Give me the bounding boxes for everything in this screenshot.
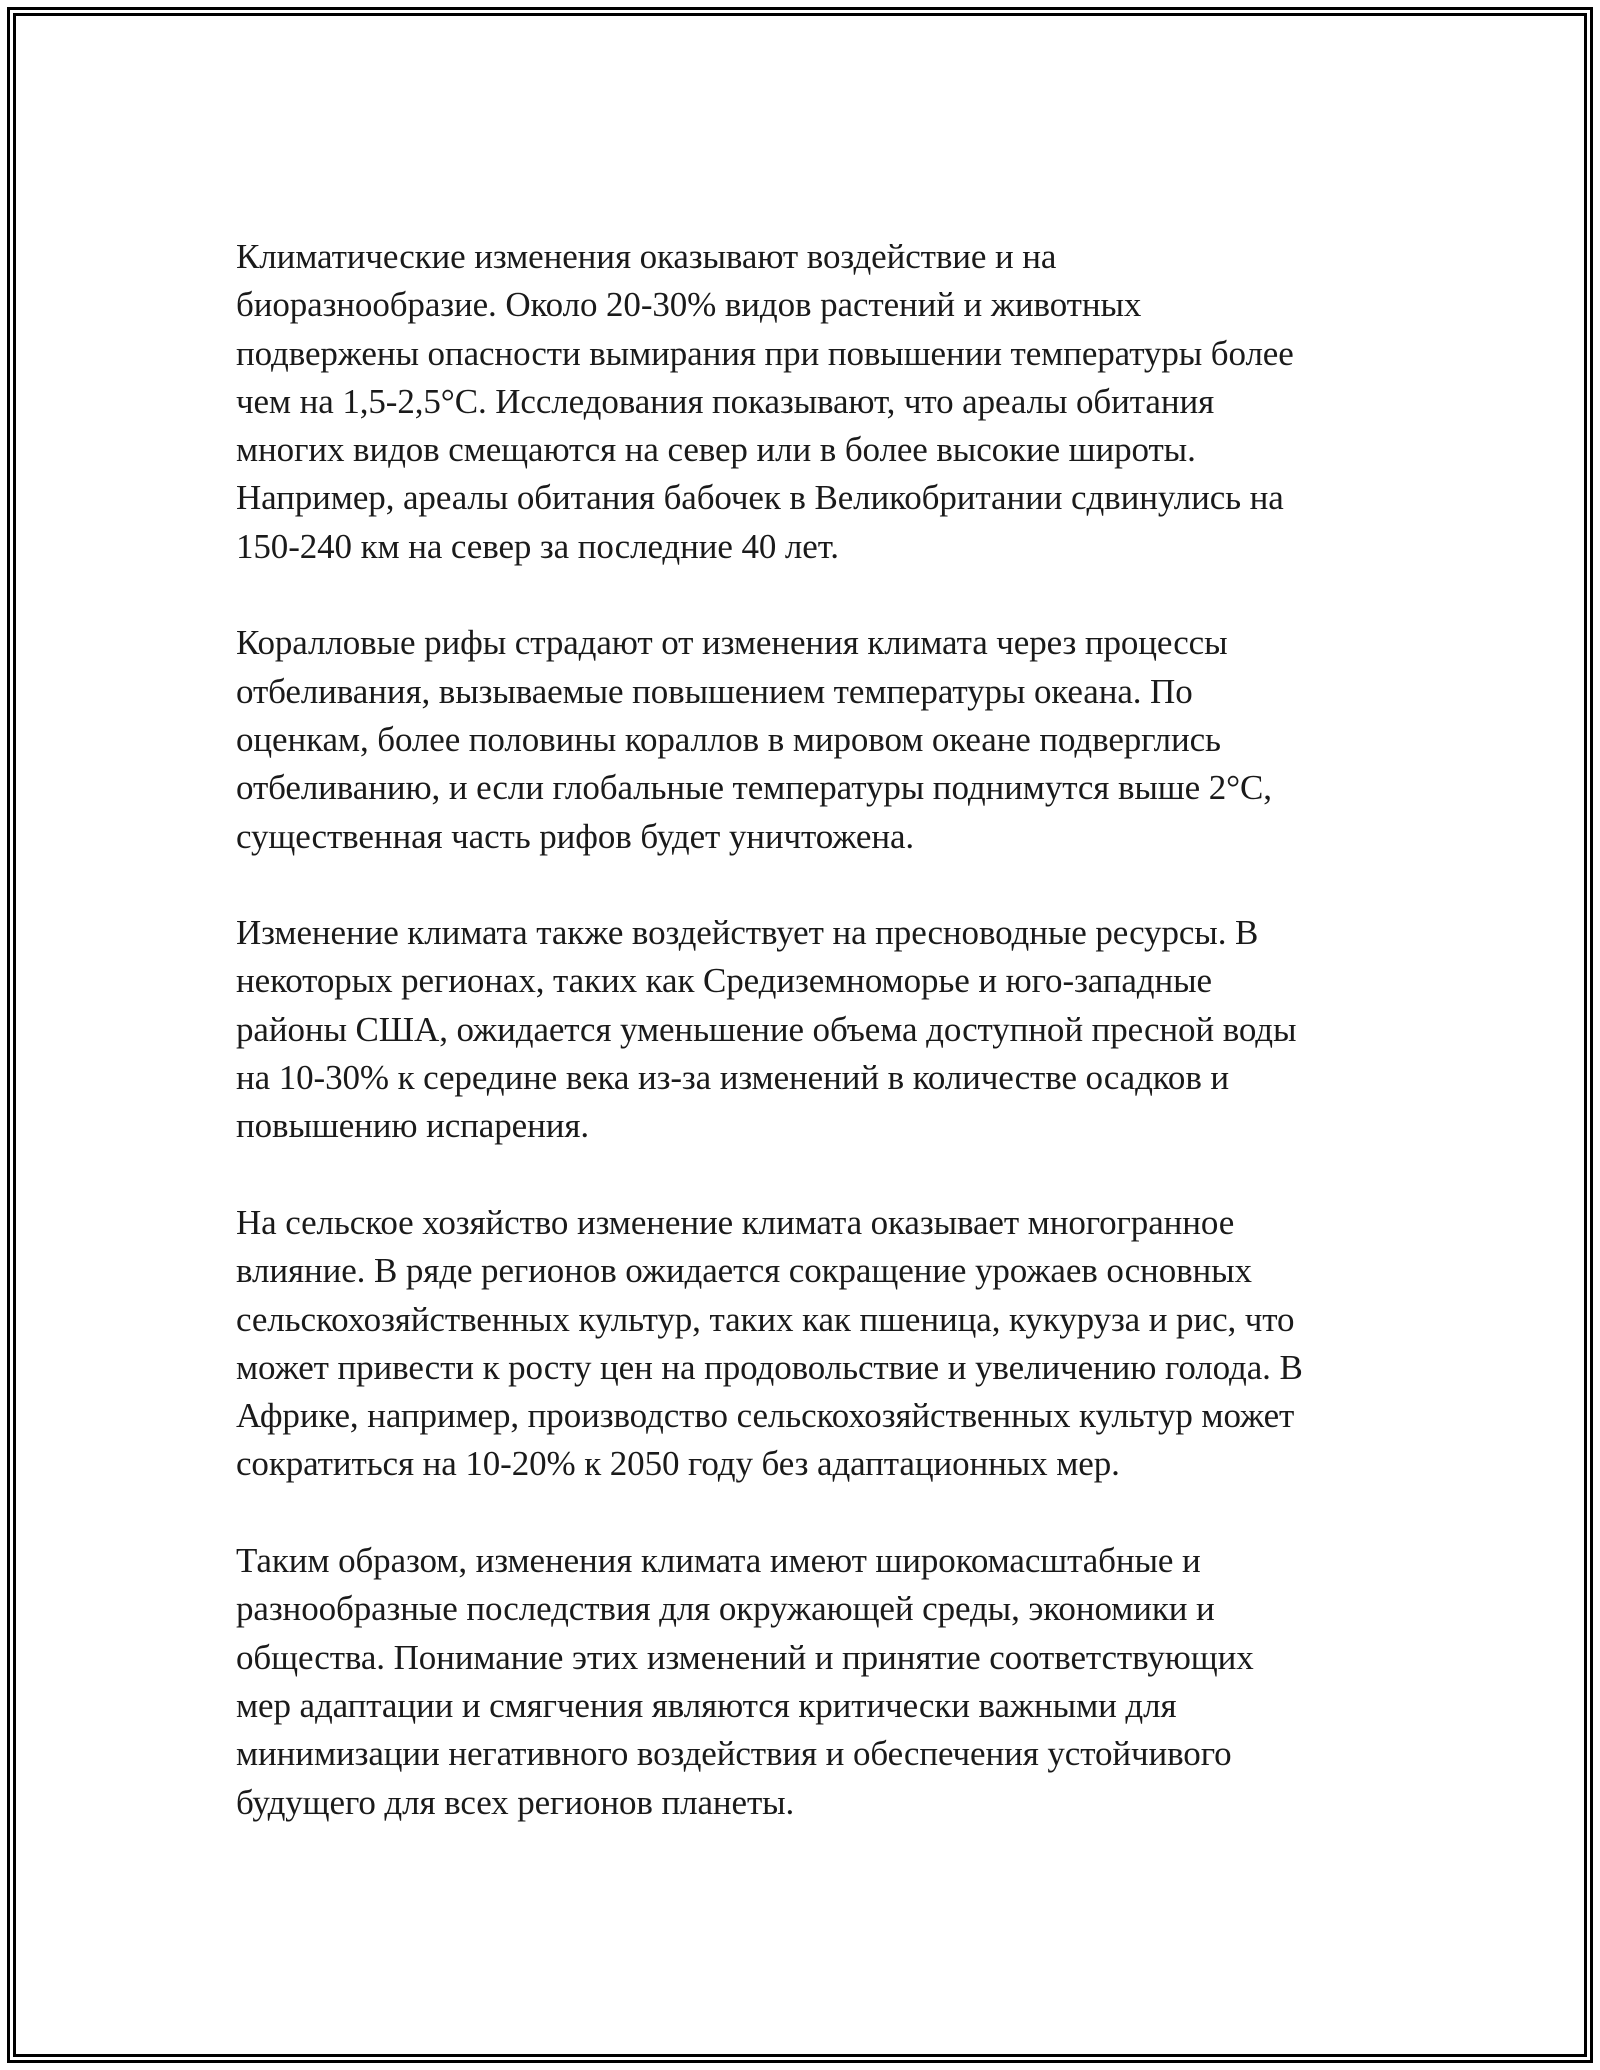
paragraph-freshwater: Изменение климата также воздействует на пресноводные ресурсы. В некоторых регионах, таких как Средиземноморье и юго-западные районы США, ожидается уменьшение объема доступной пресной воды на 10-30% к середине века из-за изменений в количестве осадков и повышению испарения.: [236, 913, 1297, 1146]
paragraph-coral-reefs: Коралловые рифы страдают от изменения климата через процессы отбеливания, вызываемые повышением температуры океана. По оценкам, более половины кораллов в мировом океане подверглись отбеливанию, и если глобальные температуры поднимутся выше 2°С, существенная часть рифов будет уничтожена.: [236, 623, 1272, 856]
paragraph-biodiversity: Климатические изменения оказывают воздействие и на биоразнообразие. Около 20-30% видов растений и животных подвержены опасности вымирания при повышении температуры более чем на 1,5-2,5°С. Исследования показывают, что ареалы обитания многих видов смещаются на север или в более высокие широты. Например, ареалы обитания бабочек в Великобритании сдвинулись на 150-240 км на север за последние 40 лет.: [236, 237, 1294, 566]
paragraph-agriculture: На сельское хозяйство изменение климата оказывает многогранное влияние. В ряде регионов ожидается сокращение урожаев основных сельскохозяйственных культур, таких как пшеница, кукуруза и рис, что может привести к росту цен на продовольствие и увеличению голода. В Африке, например, производство сельскохозяйственных культур может сократиться на 10-20% к 2050 году без адаптационных мер.: [236, 1202, 1303, 1484]
paragraph-conclusion: Таким образом, изменения климата имеют широкомасштабные и разнообразные последствия для окружающей среды, экономики и общества. Понимание этих изменений и принятие соответствующих мер адаптации и смягчения являются критически важными для минимизации негативного воздействия и обеспечения устойчивого будущего для всех регионов планеты.: [236, 1541, 1254, 1822]
document-body: [236, 233, 1386, 1827]
